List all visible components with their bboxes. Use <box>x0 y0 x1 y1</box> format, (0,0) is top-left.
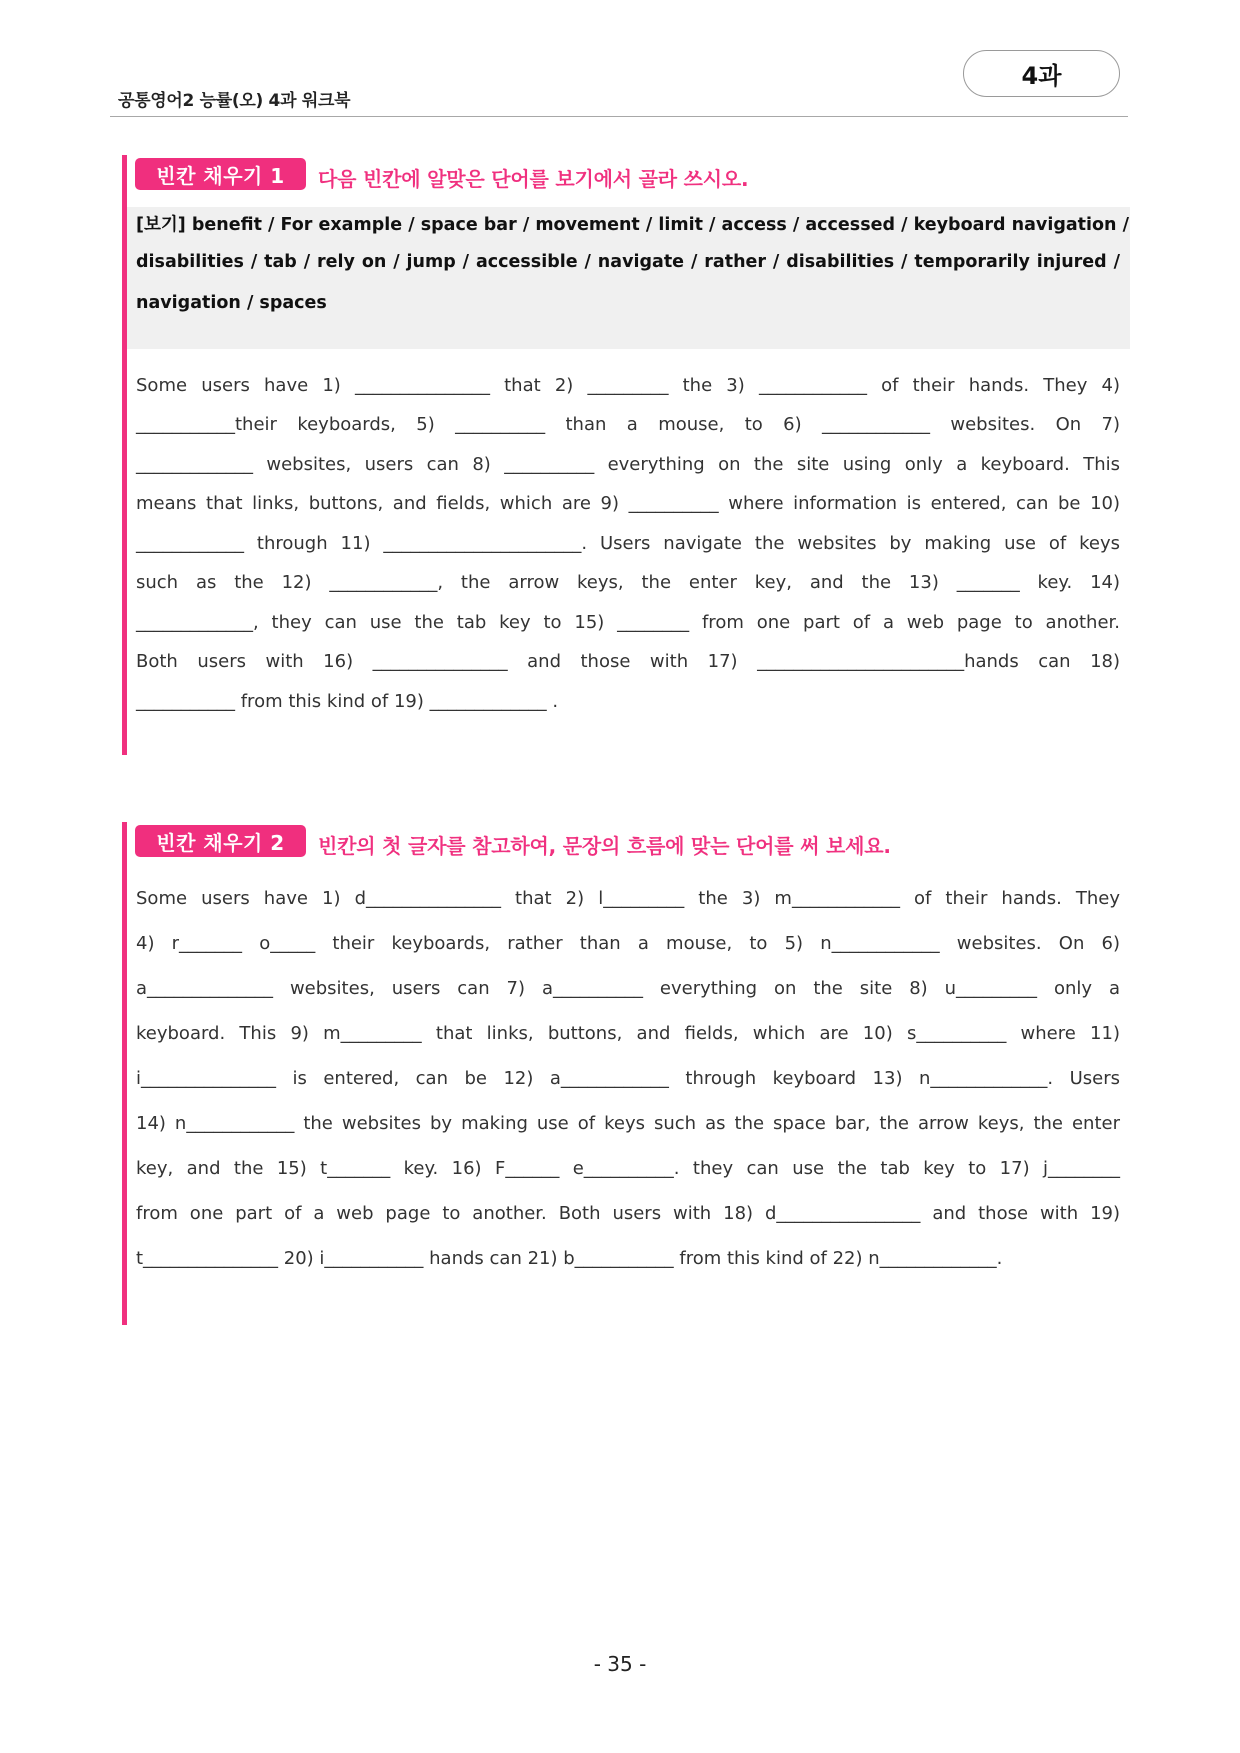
section2-paragraph-line: Some users have 1) d_______________ that 2) l_________ the 3) m____________ of their hands. They <box>136 888 1120 909</box>
section2-paragraph-line: a______________ websites, users can 7) a__________ everything on the site 8) u_________ only a <box>136 978 1120 999</box>
section1-paragraph-line: _____________, they can use the tab key to 15) ________ from one part of a web page to another. <box>136 612 1120 633</box>
section2-paragraph-line: i_______________ is entered, can be 12) a____________ through keyboard 13) n_____________. Users <box>136 1068 1120 1089</box>
word-bank-line: [보기] benefit / For example / space bar / movement / limit / access / accessed / keyboard navigation / <box>136 215 1129 235</box>
section2-instruction: 빈칸의 첫 글자를 참고하여, 문장의 흐름에 맞는 단어를 써 보세요. <box>318 834 891 858</box>
header-divider <box>110 116 1128 117</box>
section2-paragraph-line: 14) n____________ the websites by making use of keys such as the space bar, the arrow keys, the enter <box>136 1113 1120 1134</box>
section2-paragraph-line: t_______________ 20) i___________ hands can 21) b___________ from this kind of 22) n_____________. <box>136 1248 1003 1269</box>
section1-instruction: 다음 빈칸에 알맞은 단어를 보기에서 골라 쓰시오. <box>318 167 749 191</box>
word-bank-line: navigation / spaces <box>136 293 327 313</box>
section1-paragraph-line: Some users have 1) _______________ that 2) _________ the 3) ____________ of their hands. They 4) <box>136 375 1120 396</box>
section2-accent-bar <box>122 822 127 1325</box>
word-bank-line: disabilities / tab / rely on / jump / accessible / navigate / rather / disabilities / temporarily injured / <box>136 252 1120 272</box>
section2-paragraph-line: from one part of a web page to another. Both users with 18) d________________ and those with 19) <box>136 1203 1120 1224</box>
section1-paragraph-line: ____________ through 11) ______________________. Users navigate the websites by making use of keys <box>136 533 1120 554</box>
section2-paragraph-line: key, and the 15) t_______ key. 16) F______ e__________. they can use the tab key to 17) j________ <box>136 1158 1120 1179</box>
section2-paragraph-line: keyboard. This 9) m_________ that links, buttons, and fields, which are 10) s__________ where 11) <box>136 1023 1120 1044</box>
page-number: - 35 - <box>593 1652 647 1676</box>
section1-paragraph-line: such as the 12) ____________, the arrow keys, the enter key, and the 13) _______ key. 14) <box>136 572 1120 593</box>
document-title: 공통영어2 능률(오) 4과 워크북 <box>118 91 351 111</box>
section1-paragraph-line: _____________ websites, users can 8) __________ everything on the site using only a keyboard. This <box>136 454 1120 475</box>
section2-badge: 빈칸 채우기 2 <box>135 825 306 857</box>
section1-badge: 빈칸 채우기 1 <box>135 158 306 190</box>
section2-paragraph-line: 4) r_______ o_____ their keyboards, rather than a mouse, to 5) n____________ websites. On 6) <box>136 933 1120 954</box>
lesson-pill: 4과 <box>963 50 1120 97</box>
section1-paragraph-line: means that links, buttons, and fields, which are 9) __________ where information is entered, can be 10) <box>136 493 1120 514</box>
section1-paragraph-line: ___________ from this kind of 19) _____________ . <box>136 691 559 712</box>
section1-paragraph-line: ___________their keyboards, 5) __________ than a mouse, to 6) ____________ websites. On 7) <box>136 414 1120 435</box>
section1-paragraph-line: Both users with 16) _______________ and those with 17) _______________________hands can 18) <box>136 651 1120 672</box>
